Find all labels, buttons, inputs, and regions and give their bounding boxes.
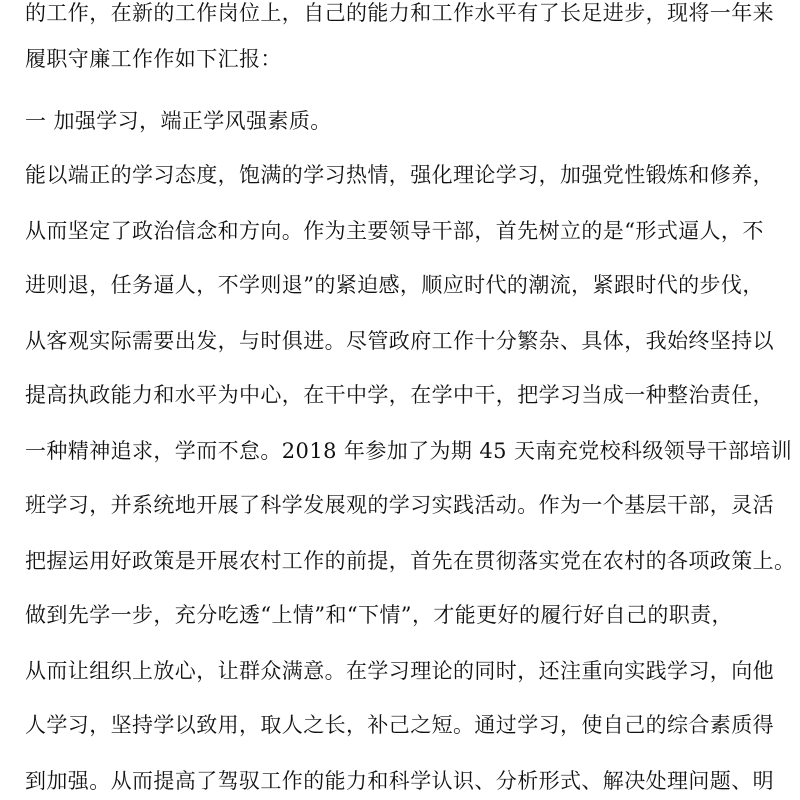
text-line: 班学习，并系统地开展了科学发展观的学习实践活动。作为一个基层干部，灵活 (25, 493, 774, 517)
text-line: 能以端正的学习态度，饱满的学习热情，强化理论学习，加强党性锻炼和修养， (25, 163, 774, 187)
text-line: 提高执政能力和水平为中心，在干中学，在学中干，把学习当成一种整治责任， (25, 383, 774, 407)
section-heading: 一 加强学习，端正学风强素质。 (25, 109, 332, 133)
text-line: 的工作，在新的工作岗位上，自己的能力和工作水平有了长足进步，现将一年来 (25, 1, 774, 25)
text-line: 从而坚定了政治信念和方向。作为主要领导干部，首先树立的是“形式逼人，不 (25, 219, 764, 243)
text-line: 履职守廉工作作如下汇报： (25, 47, 282, 71)
text-line: 做到先学一步，充分吃透“上情”和“下情”，才能更好的履行好自己的职责， (25, 603, 733, 627)
text-line: 一种精神追求，学而不怠。2018 年参加了为期 45 天南充党校科级领导干部培训 (25, 439, 793, 463)
text-line: 从而让组织上放心，让群众满意。在学习理论的同时，还注重向实践学习，向他 (25, 659, 774, 683)
text-line: 人学习，坚持学以致用，取人之长，补己之短。通过学习，使自己的综合素质得 (25, 713, 774, 737)
text-line: 到加强。从而提高了驾驭工作的能力和科学认识、分析形式、解决处理问题、明 (25, 769, 774, 793)
text-line: 把握运用好政策是开展农村工作的前提，首先在贯彻落实党在农村的各项政策上。 (25, 549, 796, 573)
text-line: 进则退，任务逼人，不学则退”的紧迫感，顺应时代的潮流，紧跟时代的步伐， (25, 273, 764, 297)
text-line: 从客观实际需要出发，与时俱进。尽管政府工作十分繁杂、具体，我始终坚持以 (25, 329, 774, 353)
